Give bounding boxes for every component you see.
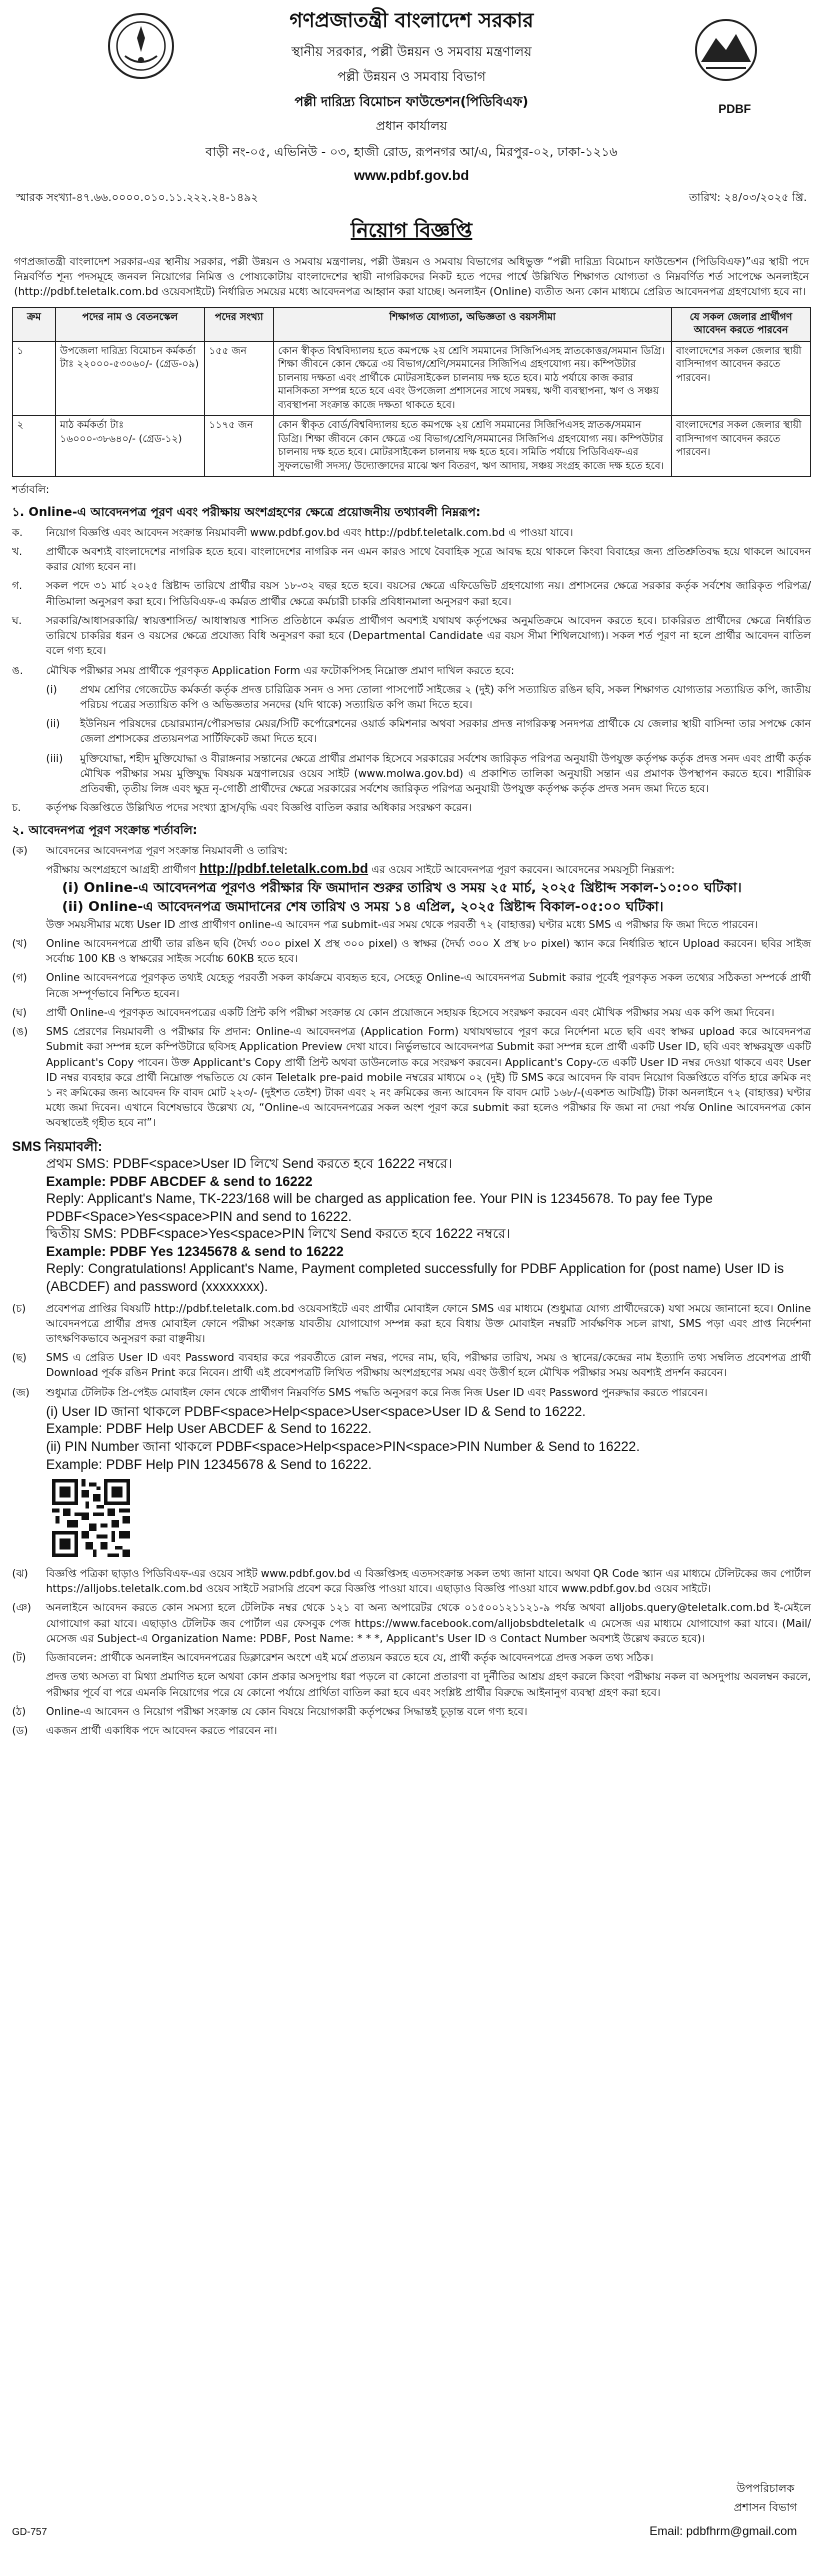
signature-block (734, 2480, 797, 2518)
row-district: বাংলাদেশের সকল জেলার স্থায়ী বাসিন্দাগণ আবেদন করতে পারবেন। (672, 341, 811, 416)
list-item (12, 1651, 811, 1666)
contact-email[interactable]: Email: pdbfhrm@gmail.com (649, 2524, 797, 2538)
item-label: (ঠ) (12, 1705, 26, 1718)
memo-number: স্মারক সংখ্যা-৪৭.৬৬.০০০০.০১০.১১.২২২.২৪-১৪৯২ (16, 191, 259, 204)
sms-second: দ্বিতীয় SMS: PDBF<space>Yes<space>PIN লিখে Send করতে হবে 16222 নম্বরে। (46, 1226, 511, 1242)
section-2-heading (12, 822, 811, 839)
schedule-start: (i) Online-এ আবেদনপত্র পূরণও পরীক্ষার ফি জমাদান শুরুর তারিখ ও সময় ২৫ মার্চ, ২০২৫ খ্রিষ্টাব্দ সকাল-১০:০০ ঘটিকা। (62, 879, 742, 896)
row-serial: ২ (13, 416, 56, 477)
item-text: Online আবেদনপত্রে পূরণকৃত তথ্যই যেহেতু পরবর্তী সকল কার্যক্রমে ব্যবহৃত হবে, সেহেতু Online-এ আবেদনপত্র Submit করার পূর্বেই পূরণকৃত সকল তথ্যের সঠিকতা সম্পর্কে প্রার্থী নিজে সম্পূর্ণভাবে নিশ্চিত হবেন। (46, 972, 811, 1000)
item-label: (ঝ) (12, 1568, 29, 1581)
section-1-title: Online-এ আবেদনপত্র পূরণ এবং পরীক্ষায় অংশগ্রহণের ক্ষেত্রে প্রয়োজনীয় তথ্যাবলী নিম্নরূপ: (28, 505, 481, 520)
intro-paragraph: গণপ্রজাতন্ত্রী বাংলাদেশ সরকার-এর স্থানীয় সরকার, পল্লী উন্নয়ন ও সমবায় মন্ত্রণালয়, পল্লী উন্নয়ন ও সমবায় বিভাগের অধিভুক্ত “পল্লী দারিদ্র্য বিমোচন ফাউন্ডেশন (পিডিবিএফ)”এর স্থায়ী পদে নিম্নবর্ণিত শূন্য পদসমূহে জনবল নিয়োগের নিমিত্ত ও পোষ্যকোটায় বাংলাদেশের স্থায়ী নাগরিকদের নিকট হতে পদের পার্শ্বে উল্লিখিত শিক্ষাগত যোগ্যতা ও নিম্নবর্ণিত শর্ত সাপেক্ষে অনলাইনে (http://pdbf.teletalk.com.bd ওয়েবসাইটে) নির্ধারিত সময়ের মধ্যে আবেদনপত্র আহ্বান করা যাচ্ছে। অনলাইন (Online) ব্যতীত অন্য কোন মাধ্যমে প্রেরিত আবেদনপত্র গ্রহণযোগ্য হবে না। (14, 256, 809, 299)
sms-example-1: Example: PDBF ABCDEF & send to 16222 (46, 1173, 313, 1189)
list-item (12, 1601, 811, 1647)
item-label: (ছ) (12, 1352, 27, 1365)
website-link[interactable]: www.pdbf.gov.bd (353, 167, 470, 183)
item-text: মুক্তিযোদ্ধা, শহীদ মুক্তিযোদ্ধা ও বীরাঙ্গনার সন্তানের ক্ষেত্রে প্রার্থীর প্রমাণক হিসেবে সরকারের সর্বশেষ জারিকৃত পরিপত্র অনুযায়ী উপযুক্ত কর্তৃপক্ষ কর্তৃক প্রদত্ত সনদ এবং প্রার্থী কর্তৃক মৌখিক পরীক্ষার সময় মুক্তিযুদ্ধ বিষয়ক মন্ত্রণালয়ের ওয়েব সাইট (www.molwa.gov.bd) এ প্রকাশিত তালিকা অনুযায়ী সন্তান এর প্রমাণক উপস্থাপন করতে হবে। শারীরিক প্রতিবন্ধী, তৃতীয় লিঙ্গ এবং ক্ষুদ্র নৃ-গোষ্ঠী প্রার্থীদের ক্ষেত্রে সরকারের সর্বশেষ জারিকৃত পরিপত্র অনুযায়ী উপযুক্ত কর্তৃপক্ষ কর্তৃক প্রদত্ত সনদ জমা দিতে হবে। (80, 752, 811, 796)
recover-pin: (ii) PIN Number জানা থাকলে PDBF<space>Help<space>PIN<space>PIN Number & Send to 16222. (46, 1438, 640, 1454)
item-label: (জ) (12, 1386, 30, 1399)
item-text: প্রার্থীকে অবশ্যই বাংলাদেশের নাগরিক হতে হবে। বাংলাদেশের নাগরিক নন এমন কারও সাথে বৈবাহিক সূত্রে আবদ্ধ হয়ে থাকলে কিংবা বিবাহের জন্য প্রতিশ্রুতিবদ্ধ হয়ে থাকলে আবেদন করার যোগ্য হবেন না। (46, 545, 811, 574)
col-count: পদের সংখ্যা (205, 307, 274, 341)
list-item (12, 1567, 811, 1597)
section-1 (12, 504, 811, 816)
row-qualification: কোন স্বীকৃত বোর্ড/বিশ্ববিদ্যালয় হতে কমপক্ষে ২য় শ্রেণি সমমানের সিজিপিএসহ স্নাতক/সমমান ডিগ্রি। শিক্ষা জীবনে কোন ক্ষেত্রে ৩য় বিভাগ/শ্রেণি/সমমানের সিজিপিএ গ্রহণযোগ্য নয়। কম্পিউটার চালনায় দক্ষ হতে হবে। মোটরসাইকেল চালনায় দক্ষ হতে হবে। সমিতি পর্যায়ে পিডিবিএফ-এর সুফলভোগী সদস্য/ উদ্যোক্তাদের মাঝে ঋণ বিতরণ, ঋণ আদায়, সঞ্চয় সংগ্রহ কাজে দক্ষ হতে হবে। (274, 416, 672, 477)
vacancy-table (12, 307, 811, 478)
item-text: ইউনিয়ন পরিষদের চেয়ারম্যান/পৌরসভার মেয়র/সিটি কর্পোরেশনের ওয়ার্ড কমিশনার অথবা সরকার প্রদত্ত নাগরিকত্ব সনদপত্র প্রার্থীকে যে জেলার স্থায়ী বাসিন্দা তার সপক্ষে কোন জেলা প্রশাসকের প্রত্যয়নপত্র সার্টিফিকেট জমা দিতে হবে। (80, 718, 811, 746)
list-item (12, 1724, 811, 1739)
item-text: ডিজাবলেন: প্রার্থীকে অনলাইন আবেদনপত্রের ডিক্লারেশন অংশে এই মর্মে প্রত্যয়ন করতে হবে যে, প্রার্থী কর্তৃক আবেদনপত্রে প্রদত্ত সকল তথ্য সঠিক। (46, 1652, 654, 1665)
list-item (12, 1351, 811, 1381)
recovery-instructions (12, 1403, 811, 1473)
item-text: একজন প্রার্থী একাধিক পদে আবেদন করতে পারবেন না। (46, 1725, 278, 1738)
government-title: গণপ্রজাতন্ত্রী বাংলাদেশ সরকার (289, 8, 534, 32)
reference-row (16, 189, 807, 208)
item-label: (ড) (12, 1725, 28, 1738)
table-row (13, 416, 811, 477)
row-count: ১১৭৫ জন (205, 416, 274, 477)
schedule-heading: আবেদনের আবেদনপত্র পূরণ সংক্রান্ত নিয়মাবলী ও তারিখ: (46, 844, 288, 857)
row-serial: ১ (13, 341, 56, 416)
list-item (12, 614, 811, 660)
sms-example-2: Example: PDBF Yes 12345678 & send to 16222 (46, 1243, 344, 1259)
item-label: (ঘ) (12, 1006, 27, 1019)
item-label: (খ) (12, 938, 28, 950)
list-item (12, 844, 811, 933)
row-district: বাংলাদেশের সকল জেলার স্থায়ী বাসিন্দাগণ আবেদন করতে পারবেন। (672, 416, 811, 477)
item-label: ক. (12, 526, 23, 539)
section-2-title: আবেদনপত্র পূরণ সংক্রান্ত শর্তাবলি: (28, 823, 198, 838)
signatory-dept: প্রশাসন বিভাগ (733, 2501, 797, 2514)
item-text: প্রথম শ্রেণির গেজেটেড কর্মকর্তা কর্তৃক প্রদত্ত চারিত্রিক সনদ ও সদ্য তোলা পাসপোর্ট সাইজের ২ (দুই) কপি সত্যায়িত রঙিন ছবি, সকল শিক্ষাগত যোগ্যতার সত্যায়িত কপি, জাতীয় পরিচয় পত্রের সত্যায়িত কপি ও অভিজ্ঞতার সনদের (যদি থাকে) সত্যায়িত কপি জমা দিতে হবে। (80, 683, 811, 711)
bangladesh-emblem-icon (107, 12, 175, 80)
schedule-after: উক্ত সময়সীমার মধ্যে User ID প্রাপ্ত প্রার্থীগণ online-এ আবেদন পত্র submit-এর সময় থেকে পরবর্তী ৭২ (বাহাত্তর) ঘণ্টার মধ্যে SMS এ পরীক্ষার ফি জমা দিতে পারবেন। (46, 918, 758, 931)
item-label: ঘ. (12, 614, 22, 627)
teletalk-link[interactable]: http://pdbf.teletalk.com.bd (199, 861, 369, 877)
item-text: Online-এ আবেদন ও নিয়োগ পরীক্ষা সংক্রান্ত যে কোন বিষয়ে নিয়োগকারী কর্তৃপক্ষের সিদ্ধান্তই চূড়ান্ত বলে গণ্য হবে। (46, 1705, 528, 1718)
item-text: SMS প্রেরণের নিয়মাবলী ও পরীক্ষার ফি প্রদান: Online-এ আবেদনপত্র (Application Form) যথাযথভাবে পূরণ করে নির্দেশনা মতে ছবি এবং স্বাক্ষর upload করে আবেদনপত্র Submit করা সম্পন্ন হলে কম্পিউটারে ছবিসহ Application Preview দেখা যাবে। নির্ভুলভাবে আবেদনপত্র Submit করা সম্পন্ন হলে প্রার্থী একটি User ID, ছবি এবং স্বাক্ষরযুক্ত একটি Applicant's Copy পাবেন। উক্ত Applicant's Copy প্রার্থী প্রিন্ট অথবা ডাউনলোড করে সংরক্ষণ করবেন। Applicant's Copy-তে একটি User ID নম্বর দেওয়া থাকবে এবং User ID নম্বর ব্যবহার করে প্রার্থী নিম্নোক্ত পদ্ধতিতে যে কোন Teletalk pre-paid mobile নম্বরের মাধ্যমে ০২ (দুই) টি SMS করে আবেদন ফি বাবদ নিয়োগ বিজ্ঞপ্তিতে বর্ণিত হারে ক্রমিক নং ১ নং ক্রমিকের জন্য আবেদন ফি বাবদ মোট ২২৩/- (দুইশত তেইশ) টাকা এবং ২ নং ক্রমিকের জন্য আবেদন ফি বাবদ মোট ১৬৮/-(একশত আটষট্টি) টাকা অনলাইনে ৭২ (বাহাত্তর) ঘণ্টার মধ্যে জমা দিবেন। এখানে বিশেষভাবে উল্লেখ্য যে, “Online-এ আবেদনপত্রের সকল অংশ পূরণ করে submit করা হলেও পরীক্ষার ফি জমা না দেয়া পর্যন্ত Online আবেদনপত্র কোন অবস্থাতেই গৃহীত হবে না”। (46, 1026, 811, 1130)
list-item (12, 752, 811, 798)
item-text: বিজ্ঞপ্তি পত্রিকা ছাড়াও পিডিবিএফ-এর ওয়েব সাইট www.pdbf.gov.bd এ বিজ্ঞপ্তিসহ এতদসংক্রান্ত সকল তথ্য জানা যাবে। অথবা QR Code স্ক্যান এর মাধ্যমে টেলিটকের জব পোর্টাল https://alljobs.teletalk.com.bd ওয়েব সাইটে সরাসরি প্রবেশ করে বিজ্ঞপ্তি পাওয়া যাবে। এছাড়াও বিজ্ঞপ্তি পাওয়া যাবে www.pdbf.gov.bd ওয়েব সাইটে। (46, 1568, 811, 1596)
section-2b (12, 1302, 811, 1474)
item-label: (ঙ) (12, 1026, 28, 1039)
section-2-number: ২. (12, 823, 25, 838)
recover-user-id-example: Example: PDBF Help User ABCDEF & Send to 16222. (46, 1421, 372, 1437)
office-address: বাড়ী নং-০৫, এভিনিউ - ০৩, হাজী রোড, রূপনগর আ/এ, মিরপুর-০২, ঢাকা-১২১৬ (205, 144, 618, 159)
item-text: শুধুমাত্র টেলিটক প্রি-পেইড মোবাইল ফোন থেকে প্রার্থীগণ নিম্নবর্ণিত SMS পদ্ধতি অনুসরণ করে নিজ নিজ User ID এবং Password পুনরুদ্ধার করতে পারবেন। (46, 1386, 708, 1399)
item-text: প্রদত্ত তথ্য অসত্য বা মিথ্যা প্রমাণিত হলে অথবা কোন প্রকার অসদুপায় ধরা পড়লে বা কোনো প্রতারণা বা দুর্নীতির আশ্রয় গ্রহণ করলে কিংবা পরীক্ষায় নকল বা অসদুপায় অবলম্বন করলে, পরীক্ষার পূর্বে বা পরে এমনকি নিয়োগের পরে যে কোনো পর্যায়ে প্রার্থিতা বাতিল করা হবে এবং সংশ্লিষ্ট প্রার্থীর বিরুদ্ধে আইনানুগ ব্যবস্থা গ্রহণ করা হবে। (46, 1671, 811, 1699)
list-item (12, 545, 811, 575)
list-item (12, 1386, 811, 1401)
list-item (12, 579, 811, 609)
item-text: কর্তৃপক্ষ বিজ্ঞপ্তিতে উল্লিখিত পদের সংখ্যা হ্রাস/বৃদ্ধি এবং বিজ্ঞপ্তি বাতিল করার অধিকার সংরক্ষণ করেন। (46, 802, 472, 815)
sms-first: প্রথম SMS: PDBF<space>User ID লিখে Send করতে হবে 16222 নম্বরে। (46, 1156, 453, 1172)
item-label: গ. (12, 580, 23, 593)
item-text: নিয়োগ বিজ্ঞপ্তি এবং আবেদন সংক্রান্ত নিয়মাবলী www.pdbf.gov.bd এবং http://pdbf.teletalk.com.bd এ পাওয়া যাবে। (46, 526, 574, 539)
item-text: সকল পদে ৩১ মার্চ ২০২৫ খ্রিষ্টাব্দ তারিখে প্রার্থীর বয়স ১৮-৩২ বছর হতে হবে। বয়সের ক্ষেত্রে এফিডেভিট গ্রহণযোগ্য নয়। প্রশাসনের ক্ষেত্রে সরকার কর্তৃক সর্বশেষ জারিকৃত পরিপত্র/ নীতিমালা অনুসরণ করা হবে। পিডিবিএফ-এ কর্মরত প্রার্থীর ক্ষেত্রে কর্মচারী চাকরি প্রবিধানমালা অনুসরণ করা হবে। (46, 580, 811, 608)
table-row (13, 341, 811, 416)
header (12, 6, 811, 181)
schedule-text-1: পরীক্ষায় অংশগ্রহণে আগ্রহী প্রার্থীগণ (46, 864, 196, 877)
item-label: (গ) (12, 972, 28, 985)
list-item (12, 1006, 811, 1021)
item-text: প্রবেশপত্র প্রাপ্তির বিষয়টি http://pdbf.teletalk.com.bd ওয়েবসাইটে এবং প্রার্থীর মোবাইল ফোনে SMS এর মাধ্যমে (শুধুমাত্র যোগ্য প্রার্থীদেরকে) যথা সময়ে জানানো হবে। Online আবেদনপত্রে প্রার্থীর প্রদত্ত মোবাইল ফোনে পরীক্ষা সংক্রান্ত যাবতীয় যোগাযোগ সম্পন্ন করা হবে বিধায় উক্ত মোবাইল নম্বরটি সার্বক্ষণিক সচল রাখা, SMS পড়া এবং প্রাপ্ত নির্দেশনা তাৎক্ষণিকভাবে অনুসরণ করা বাঞ্ছনীয়। (46, 1302, 811, 1345)
row-qualification: কোন স্বীকৃত বিশ্ববিদ্যালয় হতে কমপক্ষে ২য় শ্রেণি সমমানের সিজিপিএসহ স্নাতকোত্তর/সমমান ডিগ্রি। শিক্ষা জীবনে কোন ক্ষেত্রে ৩য় বিভাগ/শ্রেণি/সমমানের সিজিপিএ গ্রহণযোগ্য নয়। কম্পিউটার চালনায় দক্ষতা এবং প্রার্থীকে মোটরসাইকেল চালনায় দক্ষ হতে হবে। মাঠ পর্যায়ে কাজ করার মানসিকতা সম্পন্ন হতে হবে এবং উপজেলা প্রশাসনের সাথে সমন্বয়, ঋণী ব্যবস্থাপনা, ঋণ ও সঞ্চয় ব্যবস্থাপনা সংক্রান্ত কাজে দক্ষতা থাকতে হবে। (274, 341, 672, 416)
row-count: ১৫৫ জন (205, 341, 274, 416)
schedule-text-2: এর ওয়েব সাইটে আবেদনপত্র পূরণ করবেন। আবেদনের সময়সূচী নিম্নরূপ: (371, 864, 675, 877)
signatory-title: উপপরিচালক (736, 2482, 795, 2495)
division-name: পল্লী উন্নয়ন ও সমবায় বিভাগ (337, 70, 486, 85)
list-item (12, 1025, 811, 1132)
qr-code-icon[interactable] (52, 1479, 130, 1557)
item-label: (ক) (12, 844, 28, 857)
list-item (12, 526, 811, 541)
section-2c (12, 1567, 811, 1739)
list-item (12, 717, 811, 747)
list-item (12, 664, 811, 679)
section-1-number: ১. (12, 505, 25, 520)
item-text: Online আবেদনপত্রে প্রার্থী তার রঙিন ছবি (দৈর্ঘ্য ৩০০ pixel X প্রস্থ ৩০০ pixel) ও স্বাক্ষর (দৈর্ঘ্য ৩০০ X প্রস্থ ৮০ pixel) স্ক্যান করে নির্ধারিত স্থানে Upload করবেন। ছবির সাইজ সর্বোচ্চ 100 KB ও স্বাক্ষরের সাইজ সর্বোচ্চ 60KB হতে হবে। (46, 938, 811, 966)
list-item (12, 971, 811, 1001)
recover-user-id: (i) User ID জানা থাকলে PDBF<space>Help<space>User<space>User ID & Send to 16222. (46, 1403, 586, 1419)
list-item (12, 1302, 811, 1348)
item-label: (i) (46, 683, 58, 696)
notice-title: নিয়োগ বিজ্ঞপ্তি (350, 218, 473, 242)
schedule-end: (ii) Online-এ আবেদনপত্র জমাদানের শেষ তারিখ ও সময় ১৪ এপ্রিল, ২০২৫ খ্রিষ্টাব্দ বিকাল-০৫:০০ ঘটিকা। (62, 899, 664, 916)
list-item (12, 683, 811, 713)
sms-reply-1: Reply: Applicant's Name, TK-223/168 will be charged as application fee. Your PIN is 12345678. To pay fee Type PDBF<Space>Yes<space>PIN and send to 16222. (46, 1191, 713, 1224)
item-text: মৌখিক পরীক্ষার সময় প্রার্থীকে পূরণকৃত Application Form এর ফটোকপিসহ নিম্নোক্ত প্রমাণ দাখিল করতে হবে: (46, 664, 515, 677)
item-label: (iii) (46, 752, 63, 765)
sms-heading: SMS নিয়মাবলী: (12, 1138, 103, 1154)
list-item (12, 1670, 811, 1700)
office-name: প্রধান কার্যালয় (375, 118, 448, 133)
recover-pin-example: Example: PDBF Help PIN 12345678 & Send to 16222. (46, 1456, 372, 1472)
section-1-heading (12, 504, 811, 521)
item-label: ঙ. (12, 664, 24, 677)
item-text: SMS এ প্রেরিত User ID এবং Password ব্যবহার করে পরবর্তীতে রোল নম্বর, পদের নাম, ছবি, পরীক্ষার তারিখ, সময় ও স্থানের/কেন্দ্রের নাম ইত্যাদি তথ্য সম্বলিত প্রবেশপত্র প্রার্থী Download পূর্বক রঙিন Print করে নিবেন। প্রার্থী এই প্রবেশপত্রটি লিখিত পরীক্ষায় অংশগ্রহণের সময় এবং উত্তীর্ণ হলে মৌখিক পরীক্ষার সময় অবশ্যই প্রদর্শন করবেন। (46, 1352, 811, 1380)
item-label: (ii) (46, 718, 61, 731)
section-2 (12, 822, 811, 1131)
item-text (46, 844, 811, 933)
col-qualification: শিক্ষাগত যোগ্যতা, অভিজ্ঞতা ও বয়সসীমা (274, 307, 672, 341)
item-label: খ. (12, 545, 23, 558)
pdbf-logo-icon (681, 10, 771, 100)
row-post: মাঠ কর্মকর্তা টাঃ ১৬০০০-৩৮৬৪০/- (গ্রেড-১২) (56, 416, 205, 477)
sms-instructions (12, 1138, 811, 1296)
item-label: (চ) (12, 1302, 26, 1315)
list-item (12, 1705, 811, 1720)
table-header-row (13, 307, 811, 341)
sms-reply-2: Reply: Congratulations! Applicant's Name, Payment completed successfully for PDBF Application for (post name) User ID is (ABCDEF) and password (xxxxxxxx). (46, 1261, 784, 1294)
memo-date: তারিখ: ২৪/০৩/২০২৫ খ্রি. (689, 191, 807, 204)
list-item (12, 937, 811, 967)
ministry-name: স্থানীয় সরকার, পল্লী উন্নয়ন ও সমবায় মন্ত্রণালয় (291, 45, 532, 60)
item-label: (ঞ) (12, 1602, 32, 1615)
col-district: যে সকল জেলার প্রার্থীগণ আবেদন করতে পারবেন (672, 307, 811, 341)
item-label (12, 1670, 46, 1700)
list-item (12, 801, 811, 816)
logo-caption: PDBF (718, 102, 751, 116)
col-serial: ক্রম (13, 307, 56, 341)
row-post: উপজেলা দারিদ্র্য বিমোচন কর্মকর্তা টাঃ ২২০০০-৫৩০৬০/- (গ্রেড-০৯) (56, 341, 205, 416)
item-label: (ট) (12, 1652, 26, 1665)
conditions-label: শর্তাবলি: (12, 484, 50, 497)
organization-name: পল্লী দারিদ্র্য বিমোচন ফাউন্ডেশন(পিডিবিএফ) (294, 95, 529, 110)
item-text: প্রার্থী Online-এ পূরণকৃত আবেদনপত্রের একটি প্রিন্ট কপি পরীক্ষা সংক্রান্ত যে কোন প্রয়োজনে সহায়ক হিসেবে সংরক্ষণ করবেন এবং মৌখিক পরীক্ষার সময় এক কপি জমা দিবেন। (46, 1006, 775, 1019)
item-text: সরকারি/আধাসরকারি/ স্বায়ত্তশাসিত/ আধাস্বায়ত্ত শাসিত প্রতিষ্ঠানে কর্মরত প্রার্থীগণ অবশ্যই যথাযথ কর্তৃপক্ষের অনুমতিক্রমে আবেদন করতে হবে। চাকরিরত প্রার্থীদের ক্ষেত্রে নির্ধারিত তারিখে চাকরির ধরন ও বয়সের ক্ষেত্রে প্রযোজ্য বিধি অনুসরণ করা হবে (Departmental Candidate এর বয়স সীমা শিথিলযোগ্য)। সকল শর্ত পূরণ না হলে প্রার্থীর আবেদন বাতিল বলে গণ্য হবে। (46, 614, 811, 658)
item-label: চ. (12, 802, 22, 815)
item-text: অনলাইনে আবেদন করতে কোন সমস্যা হলে টেলিটক নম্বর থেকে ১২১ বা অন্য অপারেটর থেকে ০১৫০০১২১১২১-৯ পর্যন্ত অথবা alljobs.query@teletalk.com.bd ই-মেইলে যোগাযোগ করা যাবে। এছাড়াও টেলিটক জব পোর্টাল এর ফেসবুক পেজ https://www.facebook.com/alljobsbdteletalk এ মেসেজ এর মাধ্যমে যোগাযোগ করা যাবে। (Mail/মেসেজ এর Subject-এ Organization Name: PDBF, Post Name: * * *, Applicant's User ID ও Contact Number অবশ্যই উল্লেখ করতে হবে)। (46, 1602, 811, 1645)
col-post: পদের নাম ও বেতনস্কেল (56, 307, 205, 341)
footer-code: GD-757 (12, 2527, 48, 2538)
notice-page (12, 6, 811, 2552)
